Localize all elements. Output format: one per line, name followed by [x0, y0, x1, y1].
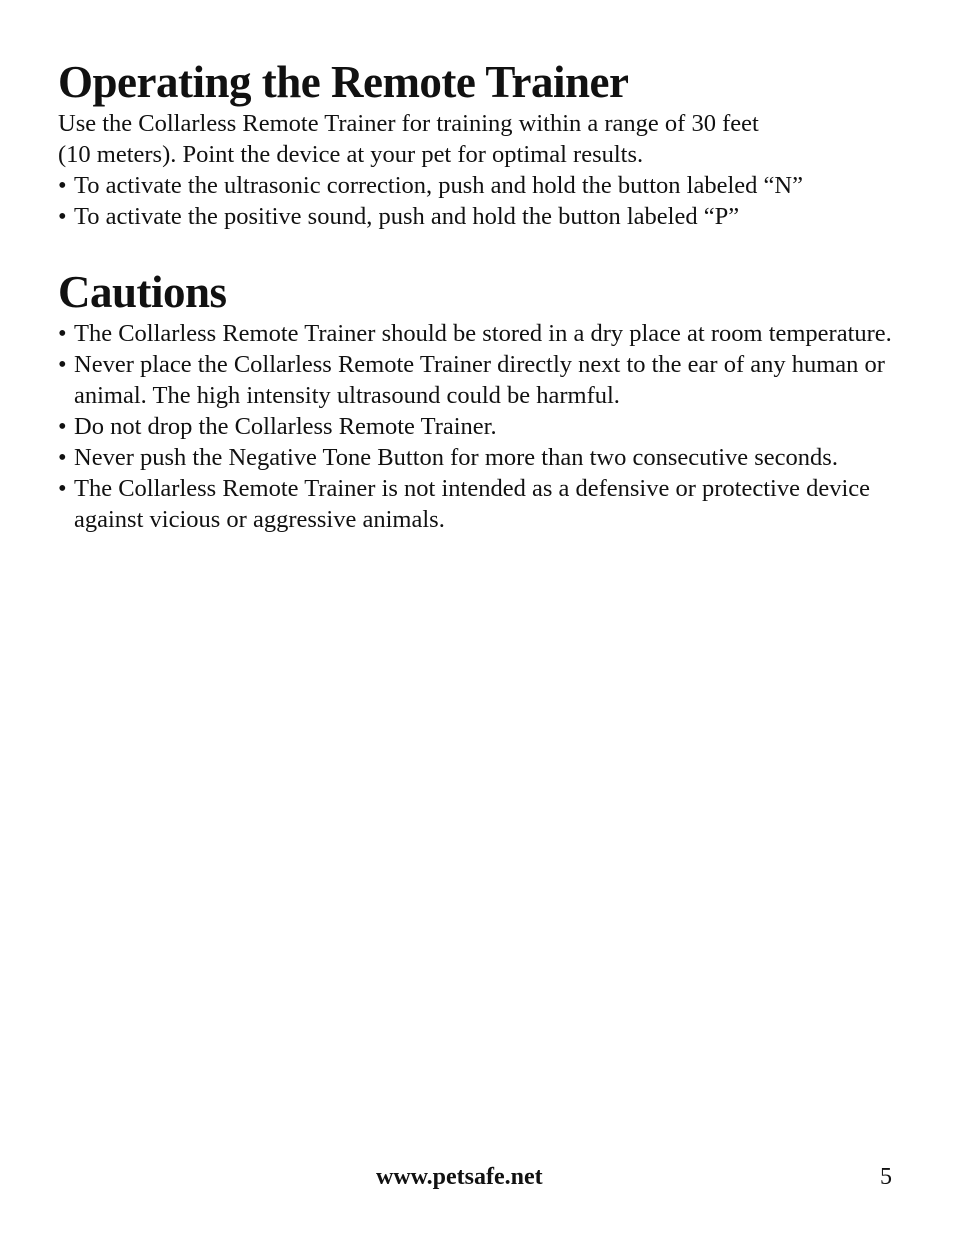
bullet-text: To activate the positive sound, push and hold the button labeled “P”: [74, 203, 740, 230]
page-number: 5: [880, 1164, 892, 1190]
page-footer: [0, 1162, 954, 1192]
list-item: [58, 411, 898, 442]
list-item: [58, 349, 898, 411]
list-item: [58, 318, 898, 349]
list-item: [58, 170, 898, 201]
bullet-dot: •: [58, 172, 67, 199]
operating-intro: [58, 108, 898, 170]
footer-website-url: www.petsafe.net: [376, 1164, 543, 1190]
operating-intro-line-2: (10 meters). Point the device at your pet for optimal results.: [58, 141, 644, 168]
bullet-text: The Collarless Remote Trainer should be stored in a dry place at room temperature.: [74, 320, 892, 347]
bullet-dot: •: [58, 413, 67, 440]
bullet-text: Never place the Collarless Remote Trainer directly next to the ear of any human or animal. The high intensity ultrasound could be harmful.: [74, 351, 885, 409]
bullet-dot: •: [58, 444, 67, 471]
bullet-dot: •: [58, 351, 67, 378]
list-item: [58, 473, 898, 535]
bullet-dot: •: [58, 203, 67, 230]
page-content: [58, 56, 898, 535]
section-title-cautions: Cautions: [58, 267, 227, 317]
bullet-text: The Collarless Remote Trainer is not intended as a defensive or protective device against vicious or aggressive animals.: [74, 475, 871, 533]
section-spacer: [58, 232, 898, 266]
list-item: [58, 201, 898, 232]
bullet-text: To activate the ultrasonic correction, push and hold the button labeled “N”: [74, 172, 803, 199]
bullet-dot: •: [58, 475, 67, 502]
operating-intro-line-1: Use the Collarless Remote Trainer for training within a range of 30 feet: [58, 110, 759, 137]
cautions-bullet-list: [58, 318, 898, 535]
bullet-dot: •: [58, 320, 67, 347]
operating-bullet-list: [58, 170, 898, 232]
section-title-operating: Operating the Remote Trainer: [58, 57, 629, 107]
bullet-text: Do not drop the Collarless Remote Trainer.: [74, 413, 497, 440]
list-item: [58, 442, 898, 473]
bullet-text: Never push the Negative Tone Button for more than two consecutive seconds.: [74, 444, 838, 471]
